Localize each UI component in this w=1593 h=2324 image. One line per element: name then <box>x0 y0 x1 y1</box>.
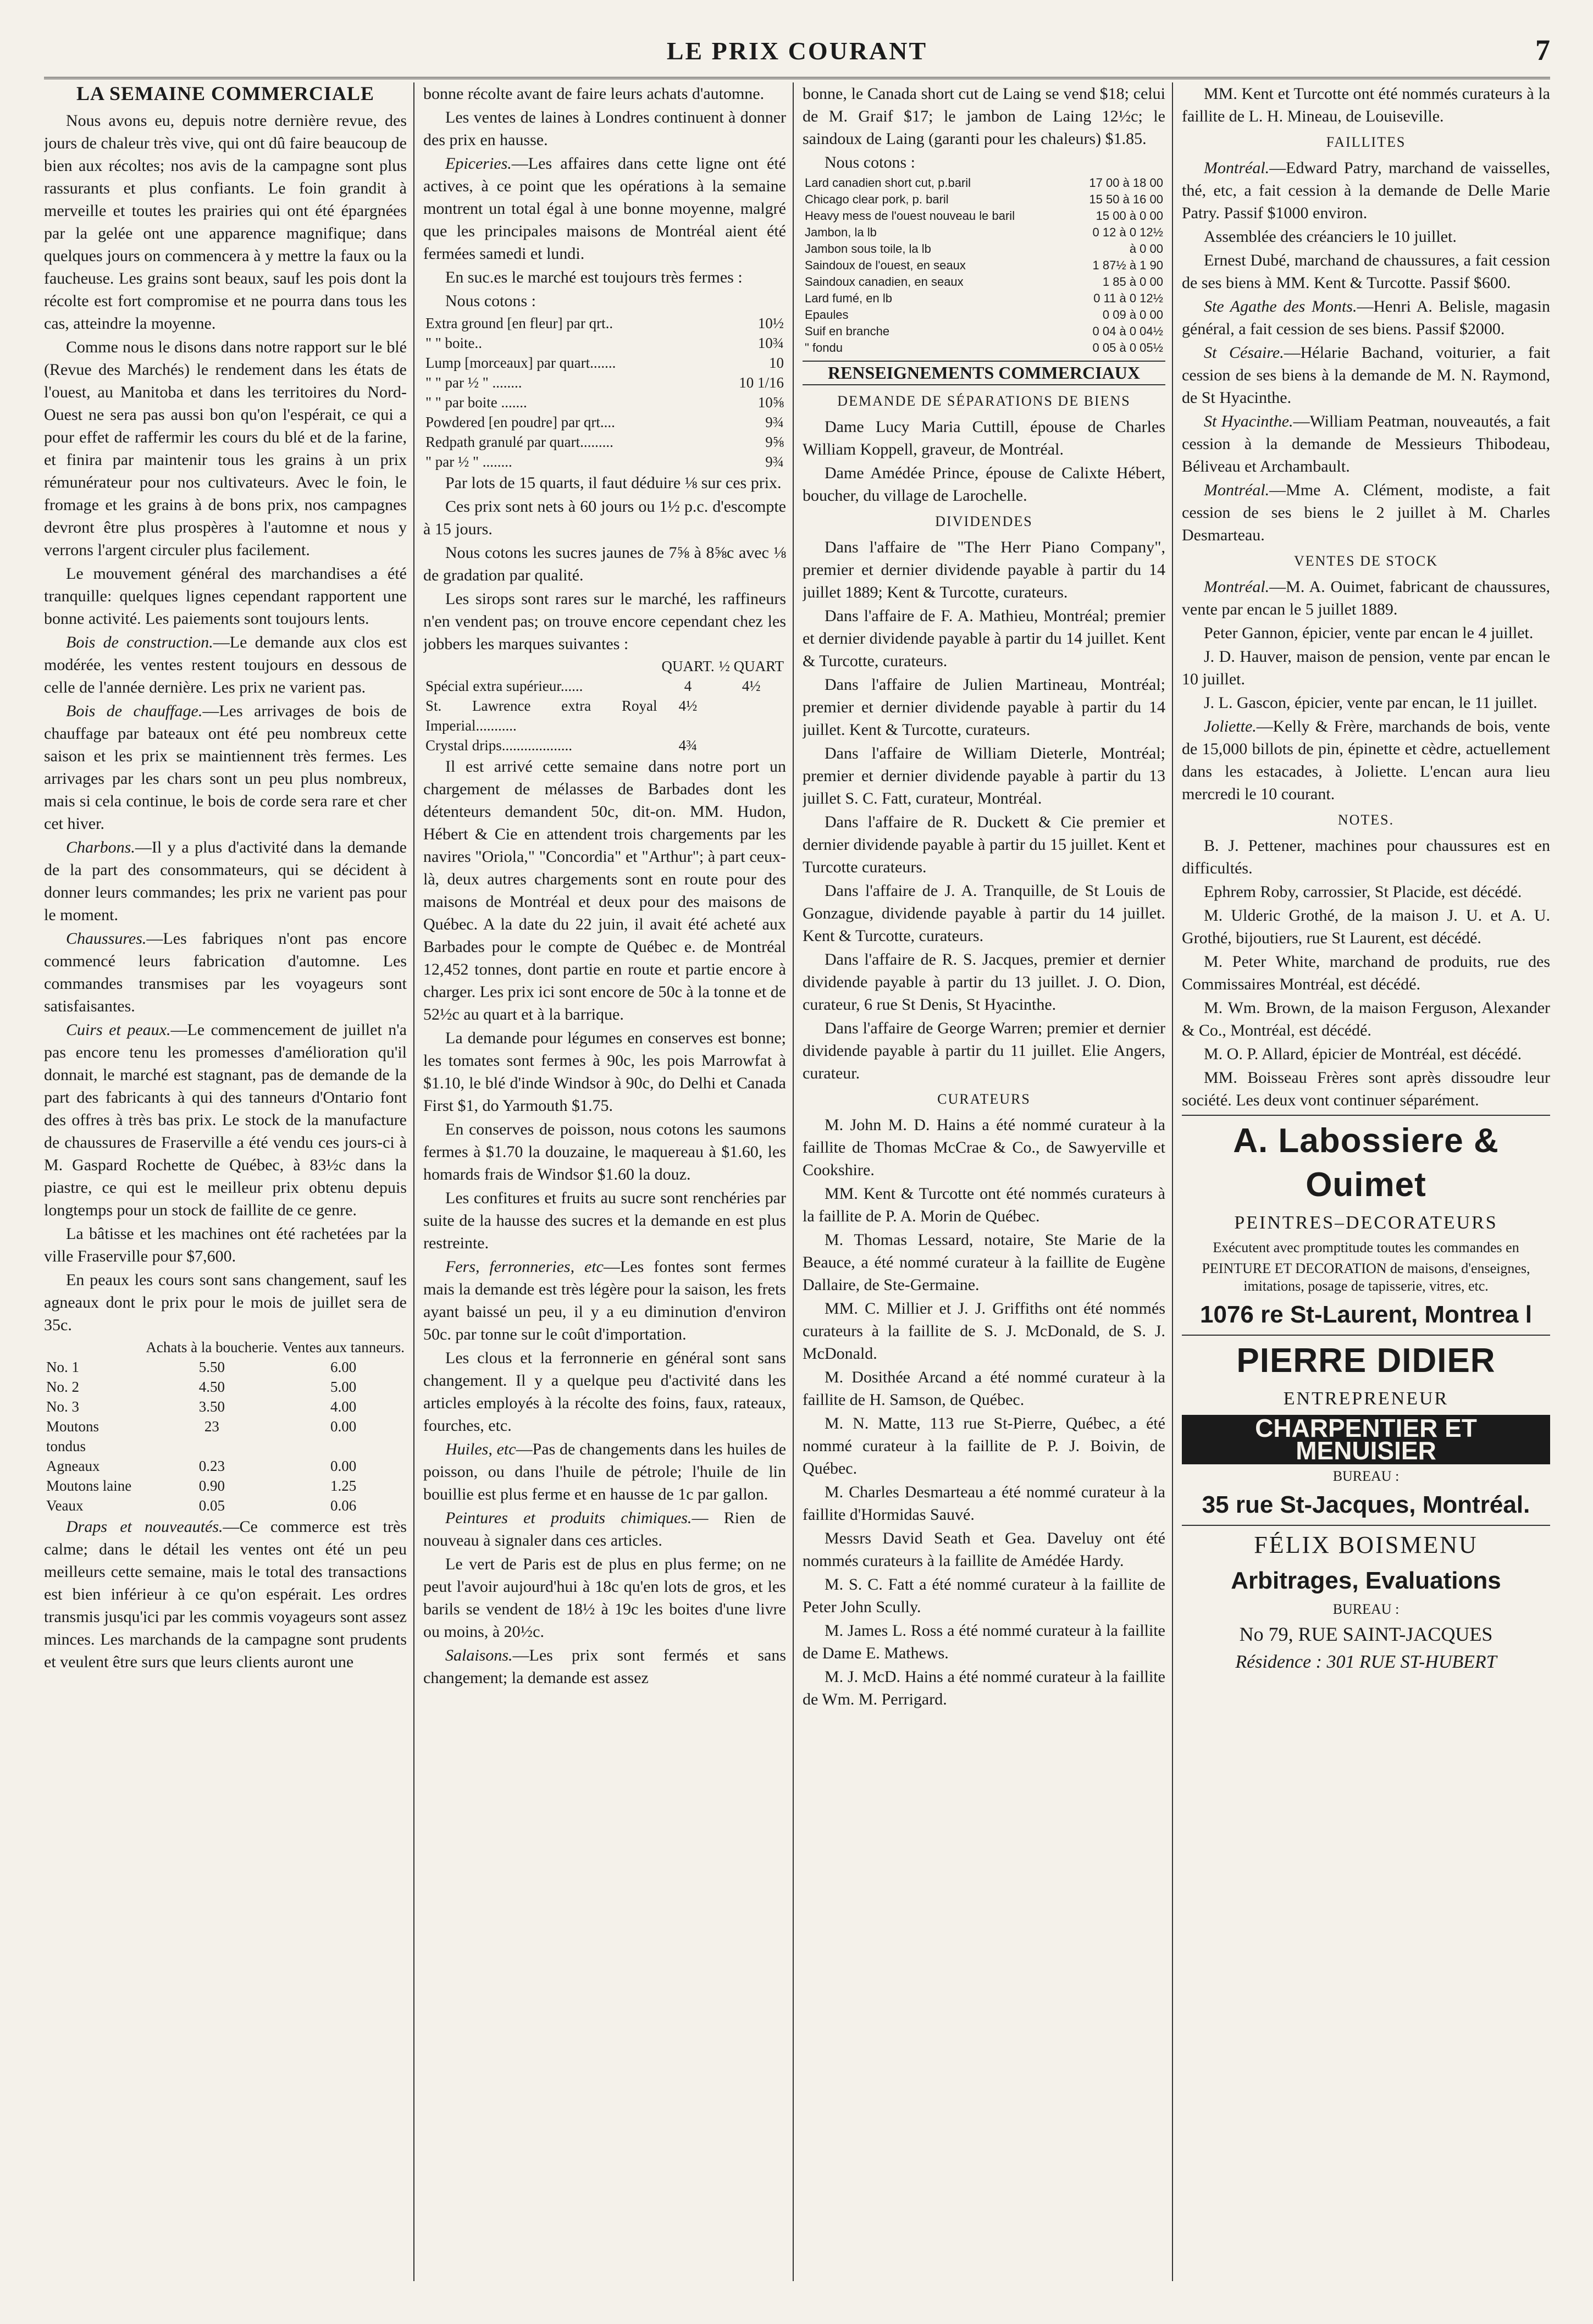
ad-didier-office-label: BUREAU : <box>1332 1468 1400 1484</box>
paragraph <box>44 700 407 835</box>
ad-labossiere-line: PEINTURE ET DECORATION de maisons, d'enseignes, imitations, posage de tapisserie, vitres, etc. <box>1202 1260 1530 1294</box>
paragraph <box>423 1255 786 1346</box>
ad-didier-address: 35 rue St-Jacques, Montréal. <box>1202 1491 1530 1518</box>
paragraph-text: —Le commencement de juillet n'a pas encore tenu les promesses d'amélioration qu'il donnait, le marché est stagnant, pas de demande de la part des fabricants à qui des tanneurs d'Ontario font des offres à très bas prix. Le stock de la manufacture de chaussures de Fraserville a été vendu ces jours-ci à M. Gaspard Rochette de Québec, à 83½c dans la piastre, ce qui est le meilleur prix obtenu depuis longtemps pour un stock de faillite de ce genre. <box>44 1021 407 1219</box>
hides-price-table <box>44 1337 407 1515</box>
table-row <box>423 412 786 432</box>
item-name: St. Lawrence extra Royal Imperial........... <box>425 698 657 734</box>
notice <box>1182 576 1550 621</box>
paragraph-text: —Les arrivages de bois de chauffage par bateaux ont été peu nombreux cette saison et les prix se maintiennent très fermes. Les arrivages par les chars sont un peu plus nombreux, mais si cela continue, le bois de corde sera rare et cher cet hiver. <box>44 702 407 833</box>
notice-text: —Edward Patry, marchand de vaisselles, thé, etc, a fait cession à la demande de Delle Marie Patry. Passif $1000 environ. <box>1182 159 1550 222</box>
price-cell: 4.00 <box>330 1398 357 1415</box>
place-label: St Césaire. <box>1204 344 1284 362</box>
table-row <box>423 333 786 353</box>
notice-text: —Mme A. Clément, modiste, a fait cession de ses biens le 2 juillet à M. Charles Desmarteau. <box>1182 481 1550 544</box>
paragraph-text: —Il y a plus d'activité dans la demande de la part des consommateurs, qui se décident à donner leurs commandes; les prix ne varient pas pour le moment. <box>44 838 407 924</box>
paragraph <box>423 1507 786 1552</box>
paragraph: Les confitures et fruits au sucre sont renchéries par suite de la hausse des sucres et la demande en est plus restreinte. <box>423 1189 786 1252</box>
table-row <box>44 1496 407 1515</box>
price-cell: 10¾ <box>757 335 784 351</box>
table-row <box>803 224 1165 241</box>
notice: M. John M. D. Hains a été nommé curateur à la faillite de Thomas McCrae & Co., de Sawyerville et Cookshire. <box>803 1116 1165 1179</box>
price-cell: 3.50 <box>198 1398 225 1415</box>
paragraph: Par lots de 15 quarts, il faut déduire ⅛ sur ces prix. <box>445 474 782 492</box>
table-row <box>803 290 1165 307</box>
column-header: QUART. <box>661 658 715 674</box>
paragraph-label: Chaussures. <box>66 929 147 948</box>
paragraph: Nous cotons les sucres jaunes de 7⅝ à 8⅝c avec ⅛ de gradation par qualité. <box>423 544 786 584</box>
notice-text: —Henri A. Belisle, magasin général, a fait cession de ses biens. Passif $2000. <box>1182 297 1550 338</box>
ad-labossiere-address: 1076 re St-Laurent, Montrea l <box>1200 1301 1532 1328</box>
ad-divider <box>1182 1525 1550 1526</box>
ad-didier-role: ENTREPRENEUR <box>1283 1388 1449 1409</box>
item-name: Moutons tondus <box>46 1418 99 1454</box>
item-name: Spécial extra supérieur...... <box>425 678 583 694</box>
item-name: Lard fumé, en lb <box>805 291 892 305</box>
notice <box>1182 157 1550 224</box>
provisions-price-table <box>803 175 1165 356</box>
notice: M. Peter White, marchand de produits, rue des Commissaires Montréal, est décédé. <box>1182 953 1550 993</box>
ad-didier-trade: CHARPENTIER ET MENUISIER <box>1182 1415 1550 1464</box>
notice: J. L. Gascon, épicier, vente par encan, le 11 juillet. <box>1204 694 1537 712</box>
paragraph: Les clous et la ferronnerie en général sont sans changement. Il y a quelque peu d'activité dans les articles employés à la récolte des foins, faux, rateaux, fourches, etc. <box>423 1349 786 1435</box>
notice: MM. Kent et Turcotte ont été nommés curateurs à la faillite de L. H. Mineau, de Louiseville. <box>1182 85 1550 125</box>
paragraph-label: Charbons. <box>66 838 135 856</box>
paragraph-text: —Le demande aux clos est modérée, les ventes restent toujours en dessous de celle de l'année dernière. Les prix ne varient pas. <box>44 633 407 696</box>
subsection-heading: DIVIDENDES <box>935 513 1033 529</box>
paragraph: En peaux les cours sont sans changement, sauf les agneaux dont le prix pour le mois de juillet sera de 35c. <box>44 1271 407 1334</box>
item-name: Moutons laine <box>46 1478 132 1494</box>
table-row <box>44 1357 407 1377</box>
notice: Dans l'affaire de J. A. Tranquille, de St Louis de Gonzague, dividende payable à partir du 14 juillet. Kent & Turcotte, curateurs. <box>803 882 1165 945</box>
newspaper-title: LE PRIX COURANT <box>666 37 928 65</box>
place-label: St Hyacinthe. <box>1204 412 1293 430</box>
item-name: Crystal drips................... <box>425 737 572 754</box>
notice <box>1182 479 1550 546</box>
table-row <box>803 175 1165 191</box>
notice: Dans l'affaire de R. S. Jacques, premier et dernier dividende payable à partir du 13 juillet. J. O. Dion, curateur, 6 rue St Denis, St Hyacinthe. <box>803 950 1165 1014</box>
paragraph <box>44 631 407 699</box>
subsection-heading: FAILLITES <box>1326 134 1406 150</box>
price-cell: 4½ <box>742 678 761 694</box>
item-name: " " par ½ " ........ <box>425 374 522 391</box>
notice: Dans l'affaire de R. Duckett & Cie premier et dernier dividende payable à partir du 15 juillet. Kent et Turcotte curateurs. <box>803 813 1165 876</box>
item-name: " " par boite ....... <box>425 394 527 411</box>
price-cell: 10½ <box>757 315 784 331</box>
item-name: Lump [morceaux] par quart....... <box>425 355 616 371</box>
price-cell: 15 50 à 16 00 <box>1089 192 1163 206</box>
item-name: Lard canadien short cut, p.baril <box>805 176 971 190</box>
section-heading: RENSEIGNEMENTS COMMERCIAUX <box>803 361 1165 385</box>
table-row <box>44 1416 407 1456</box>
item-name: No. 3 <box>46 1398 79 1415</box>
notice: M. O. P. Allard, épicier de Montréal, est décédé. <box>1204 1045 1522 1063</box>
notice: Ephrem Roby, carrossier, St Placide, est décédé. <box>1204 883 1522 901</box>
paragraph: Le vert de Paris est de plus en plus ferme; on ne peut l'avoir aujourd'hui à 18c qu'en lots de gros, et les barils se vendent de 18½ à 19c les boites d'une livre ou moins, à 20½c. <box>423 1555 786 1641</box>
item-name: Suif en branche <box>805 324 890 338</box>
price-cell: 0 04 à 0 04½ <box>1092 324 1163 338</box>
item-name: Jambon, la lb <box>805 225 877 239</box>
price-cell: 9¾ <box>765 453 784 470</box>
paragraph-text: —Ce commerce est très calme; dans le détail les ventes ont été un peu meilleurs cette semaine, mais le total des transactions est bien inférieur à ce qu'on espérait. Les ordres transmis jusqu'ici par les commis voyageurs sont assez minces. Les marchands de la campagne sont prudents et veulent être surs que leurs clients auront une <box>44 1518 407 1671</box>
column-header: ½ QUART <box>718 658 784 674</box>
price-cell: 10 <box>769 355 784 371</box>
paragraph <box>44 1515 407 1673</box>
column-3 <box>803 82 1165 2287</box>
price-cell: 5.00 <box>330 1379 357 1395</box>
price-cell: 0 09 à 0 00 <box>1102 308 1163 322</box>
price-cell: 4¾ <box>678 737 698 754</box>
item-name: Powdered [en poudre] par qrt.... <box>425 414 615 430</box>
price-cell: 0 05 à 0 05½ <box>1092 341 1163 355</box>
header-rule <box>44 77 1550 79</box>
notice <box>1182 410 1550 478</box>
ad-boismenu-address: No 79, RUE SAINT-JACQUES <box>1239 1623 1493 1645</box>
price-cell: 0.90 <box>198 1478 225 1494</box>
place-label: Montréal. <box>1204 481 1270 499</box>
paragraph: Ces prix sont nets à 60 jours ou 1½ p.c. d'escompte à 15 jours. <box>423 497 786 538</box>
item-name: No. 1 <box>46 1359 79 1375</box>
notice: MM. Kent & Turcotte ont été nommés curateurs à la faillite de P. A. Morin de Québec. <box>803 1185 1165 1225</box>
item-name: Saindoux canadien, en seaux <box>805 275 964 289</box>
notice: Assemblée des créanciers le 10 juillet. <box>1204 228 1457 246</box>
price-cell: 0 12 à 0 12½ <box>1092 225 1163 239</box>
notice: Ernest Dubé, marchand de chaussures, a fait cession de ses biens à MM. Kent & Turcotte. Passif $600. <box>1182 251 1550 292</box>
table-row <box>423 313 786 333</box>
column-divider <box>413 82 414 2281</box>
price-cell: 1 87½ à 1 90 <box>1092 258 1163 272</box>
price-cell: 23 <box>204 1418 219 1435</box>
ad-labossiere-line: Exécutent avec promptitude toutes les commandes en <box>1213 1240 1519 1255</box>
subsection-heading: DEMANDE DE SÉPARATIONS DE BIENS <box>837 393 1131 409</box>
item-name: " " boite.. <box>425 335 483 351</box>
item-name: Jambon sous toile, la lb <box>805 242 931 256</box>
notice: Dans l'affaire de F. A. Mathieu, Montréal; premier et dernier dividende payable à partir du 14 juillet. Kent & Turcotte, curateurs. <box>803 607 1165 670</box>
sugar-price-table <box>423 313 786 472</box>
page-number: 7 <box>1535 34 1550 67</box>
paragraph: En suc.es le marché est toujours très fermes : <box>445 268 743 286</box>
page-header <box>44 33 1550 77</box>
table-row <box>803 257 1165 274</box>
section-heading: LA SEMAINE COMMERCIALE <box>76 82 375 104</box>
paragraph: bonne récolte avant de faire leurs achats d'automne. <box>423 85 765 103</box>
ad-labossiere-name: A. Labossiere & Ouimet <box>1233 1122 1499 1204</box>
price-cell: 0.05 <box>198 1497 225 1514</box>
notice-text: —M. A. Ouimet, fabricant de chaussures, vente par encan le 5 juillet 1889. <box>1182 578 1550 618</box>
table-row <box>423 676 786 696</box>
item-name: Heavy mess de l'ouest nouveau le baril <box>805 209 1015 223</box>
notice: M. Wm. Brown, de la maison Ferguson, Alexander & Co., Montréal, est décédé. <box>1182 999 1550 1039</box>
table-row <box>44 1397 407 1416</box>
price-cell: 4.50 <box>198 1379 225 1395</box>
table-row <box>423 432 786 452</box>
column-2 <box>423 82 786 2287</box>
subsection-heading: CURATEURS <box>937 1091 1031 1107</box>
notice: Dans l'affaire de "The Herr Piano Company", premier et dernier dividende payable à partir du 14 juillet 1889; Kent & Turcotte, curateurs. <box>803 538 1165 601</box>
price-cell: 10⅝ <box>757 394 784 411</box>
paragraph-label: Bois de chauffage. <box>66 702 203 720</box>
ad-boismenu-name: FÉLIX BOISMENU <box>1254 1531 1478 1558</box>
table-row <box>803 208 1165 224</box>
paragraph <box>44 927 407 1017</box>
paragraph-label: Peintures et produits chimiques. <box>445 1509 692 1527</box>
table-row <box>44 1377 407 1397</box>
notice: MM. Boisseau Frères sont après dissoudre leur société. Les deux vont continuer séparément. <box>1182 1069 1550 1109</box>
paragraph <box>44 1019 407 1221</box>
paragraph: Il est arrivé cette semaine dans notre port un chargement de mélasses de Barbades dont les détenteurs demandent 50c, dit-on. MM. Hudon, Hébert & Cie en attendent trois chargements par les navires "Oriola," "Concordia" et "Arthur"; à part ceux-là, deux autres chargements sont en route pour des maisons de Montréal et deux pour des maisons de Québec. A la date du 22 juin, il avait été acheté aux Barbades pour le compte de Québec e. de Montréal 12,452 tonnes, dont partie en route et partie encore à charger. Les prix ici sont encore de 50c à la tonne et de 52½c au quart et à la barrique. <box>423 757 786 1023</box>
item-name: No. 2 <box>46 1379 79 1395</box>
table-row <box>803 241 1165 257</box>
paragraph: Les ventes de laines à Londres continuent à donner des prix en hausse. <box>423 108 786 149</box>
item-name: Extra ground [en fleur] par qrt.. <box>425 315 613 331</box>
table-header-row <box>44 1337 407 1357</box>
subsection-heading: NOTES. <box>1337 812 1395 828</box>
price-cell: 17 00 à 18 00 <box>1089 176 1163 190</box>
notice: M. Dosithée Arcand a été nommé curateur à la faillite de H. Samson, de Québec. <box>803 1368 1165 1409</box>
item-name: Saindoux de l'ouest, en seaux <box>805 258 966 272</box>
paragraph: La bâtisse et les machines ont été rachetées par la ville Fraserville pour $7,600. <box>44 1225 407 1265</box>
item-name: Chicago clear pork, p. baril <box>805 192 949 206</box>
column-1 <box>44 82 407 2287</box>
syrup-price-table <box>423 656 786 755</box>
notice-text: —William Peatman, nouveautés, a fait cession à la demande de Messieurs Thibodeau, Béliveau et Archambault. <box>1182 412 1550 475</box>
price-cell: 1.25 <box>330 1478 357 1494</box>
price-cell: 0.06 <box>330 1497 357 1514</box>
paragraph-text: —Pas de changements dans les huiles de poisson, ou dans l'huile de pétrole; l'huile de lin bouillie est plus ferme et en hausse de 1c par gallon. <box>423 1440 786 1503</box>
notice: Dame Lucy Maria Cuttill, épouse de Charles William Koppell, graveur, de Montréal. <box>803 418 1165 458</box>
ad-boismenu-office-label: BUREAU : <box>1332 1601 1400 1617</box>
ad-didier-name: PIERRE DIDIER <box>1236 1342 1496 1380</box>
notice: Dame Amédée Prince, épouse de Calixte Hébert, boucher, du village de Larochelle. <box>803 464 1165 505</box>
price-cell: 15 00 à 0 00 <box>1096 209 1163 223</box>
paragraph: La demande pour légumes en conserves est bonne; les tomates sont fermes à 90c, les pois Marrowfat à $1.10, le blé d'inde Windsor à 90c, do Delhi et Canada First $1, do Yarmouth $1.75. <box>423 1029 786 1115</box>
notice: Messrs David Seath et Gea. Daveluy ont été nommés curateurs à la faillite de Amédée Hardy. <box>803 1529 1165 1570</box>
table-row <box>423 452 786 472</box>
price-cell: 9⅝ <box>765 434 784 450</box>
price-cell: 4 <box>684 678 692 694</box>
ad-divider <box>1182 1335 1550 1336</box>
price-cell: 6.00 <box>330 1359 357 1375</box>
paragraph-label: Huiles, etc <box>445 1440 516 1458</box>
paragraph <box>423 1438 786 1506</box>
item-name: Epaules <box>805 308 849 322</box>
table-row <box>423 353 786 373</box>
notice: Dans l'affaire de William Dieterle, Montréal; premier et dernier dividende payable à partir du 13 juillet S. C. Fatt, curateur, Montréal. <box>803 744 1165 807</box>
paragraph: Nous cotons : <box>825 153 915 171</box>
table-row <box>423 735 786 755</box>
table-row <box>423 392 786 412</box>
item-name: Veaux <box>46 1497 84 1514</box>
price-cell: 0.00 <box>330 1418 357 1435</box>
paragraph-text: —Les fabriques n'ont pas encore commencé leurs fabrication d'automne. Les commandes transmises par les voyageurs sont satisfaisantes. <box>44 929 407 1015</box>
notice: M. Charles Desmarteau a été nommé curateur à la faillite d'Hormidas Sauvé. <box>803 1483 1165 1524</box>
price-cell: 4½ <box>678 698 698 714</box>
table-row <box>803 323 1165 340</box>
notice: M. Ulderic Grothé, de la maison J. U. et A. U. Grothé, bijoutiers, rue St Laurent, est décédé. <box>1182 906 1550 947</box>
notice: Dans l'affaire de George Warren; premier et dernier dividende payable à partir du 11 juillet. Elie Angers, curateur. <box>803 1019 1165 1082</box>
notice: M. James L. Ross a été nommé curateur à la faillite de Dame E. Mathews. <box>803 1622 1165 1662</box>
table-row <box>803 340 1165 356</box>
paragraph-label: Cuirs et peaux. <box>66 1021 171 1039</box>
notice: J. D. Hauver, maison de pension, vente par encan le 10 juillet. <box>1182 648 1550 688</box>
notice-text: —Kelly & Frère, marchands de bois, vente de 15,000 billots de pin, épinette et cèdre, actuellement dans les estacades, à Joliette. L'encan aura lieu mercredi le 10 courant. <box>1182 717 1550 803</box>
price-cell <box>717 696 786 735</box>
price-cell: 9¾ <box>765 414 784 430</box>
item-name: " par ½ " ........ <box>425 453 512 470</box>
price-cell: 5.50 <box>198 1359 225 1375</box>
table-row <box>803 191 1165 208</box>
paragraph-text: —Les fontes sont fermes mais la demande est très légère pour la saison, les frets ayant baissé un peu, il y a eu diminution d'environ 50c. par tonne sur le coût d'importation. <box>423 1258 786 1343</box>
place-label: Montréal. <box>1204 159 1270 177</box>
column-divider <box>793 82 794 2281</box>
place-label: Ste Agathe des Monts. <box>1204 297 1357 316</box>
column-4 <box>1182 82 1550 2287</box>
column-header: Achats à la boucherie. <box>146 1339 278 1355</box>
paragraph: Le mouvement général des marchandises a été tranquille: quelques lignes cependant rapportent une bonne activité. Les paiements sont toujours lents. <box>44 565 407 628</box>
price-cell: 1 85 à 0 00 <box>1102 275 1163 289</box>
column-header: Ventes aux tanneurs. <box>282 1339 405 1355</box>
price-cell <box>717 735 786 755</box>
notice: M. N. Matte, 113 rue St-Pierre, Québec, a été nommé curateur à la faillite de P. J. Boivin, de Québec. <box>803 1414 1165 1478</box>
ad-labossiere-trade: PEINTRES–DECORATEURS <box>1234 1213 1498 1233</box>
paragraph-text: —Les prix sont fermés et sans changement; la demande est assez <box>423 1646 786 1687</box>
ad-divider <box>1182 1115 1550 1116</box>
notice-text: —Hélarie Bachand, voiturier, a fait cession de ses biens à la demande de M. N. Raymond, de St Hyacinthe. <box>1182 344 1550 407</box>
item-name: " fondu <box>805 341 843 355</box>
paragraph-text: —Les affaires dans cette ligne ont été actives, à ce point que les opérations à la semaine montrent un total égal à une bonne moyenne, malgré que les principales maisons de Montréal aient été fermées samedi et lundi. <box>423 154 786 263</box>
notice: M. J. McD. Hains a été nommé curateur à la faillite de Wm. M. Perrigard. <box>803 1668 1165 1708</box>
table-row <box>423 696 786 735</box>
notice <box>1182 715 1550 805</box>
table-header-row <box>423 656 786 676</box>
notice <box>1182 341 1550 409</box>
paragraph: Nous cotons : <box>445 292 536 310</box>
paragraph: Nous avons eu, depuis notre dernière revue, des jours de chaleur très vive, qui ont dû faire beaucoup de bien aux récoltes; nos avis de la campagne sont plus rassurants et plus confiants. Le foin grandit à merveille et toutes les prairies qui ont été épargnées par la gelée ont une apparence magnifique; dans quelques jours on commencera à y mettre la faux ou la faucheuse. Les grains sont beaux, sauf les pois dont la récolte est fort compromise et ne pourra dans tous les cas, atteindre la moyenne. <box>44 112 407 333</box>
notice: MM. C. Millier et J. J. Griffiths ont été nommés curateurs à la faillite de S. J. McDonald, de S. J. McDonald. <box>803 1299 1165 1363</box>
paragraph-label: Bois de construction. <box>66 633 213 651</box>
column-divider <box>1172 82 1173 2281</box>
paragraph <box>423 1644 786 1689</box>
place-label: Joliette. <box>1204 717 1257 735</box>
price-cell: à 0 00 <box>1129 242 1163 256</box>
paragraph: bonne, le Canada short cut de Laing se vend $18; celui de M. Graif $17; le jambon de Laing 12½c; le saindoux de Laing (garanti pour les chaleurs) $1.85. <box>803 85 1165 148</box>
table-row <box>803 307 1165 323</box>
notice: M. Thomas Lessard, notaire, Ste Marie de la Beauce, a été nommé curateur à la faillite de Eugène Dallaire, de Ste-Germaine. <box>803 1231 1165 1294</box>
item-name: Agneaux <box>46 1458 100 1474</box>
price-cell: 0 11 à 0 12½ <box>1093 291 1163 305</box>
notice <box>1182 295 1550 340</box>
price-cell: 0.23 <box>198 1458 225 1474</box>
paragraph-label: Salaisons. <box>445 1646 513 1664</box>
notice: B. J. Pettener, machines pour chaussures est en difficultés. <box>1182 837 1550 877</box>
table-row <box>44 1476 407 1496</box>
item-name: Redpath granulé par quart......... <box>425 434 613 450</box>
paragraph: En conserves de poisson, nous cotons les saumons fermes à $1.70 la douzaine, le maquereau à $1.60, les homards frais de Windsor $1.60 la douz. <box>423 1120 786 1183</box>
paragraph-text: — Rien de nouveau à signaler dans ces articles. <box>423 1509 786 1550</box>
paragraph-label: Draps et nouveautés. <box>66 1518 223 1536</box>
paragraph: Comme nous le disons dans notre rapport sur le blé (Revue des Marchés) le rendement dans les états de l'ouest, au Manitoba et dans les territoires du Nord-Ouest ne sera pas aussi bon qu'on l'espérait, ce qui a pour effet de raffermir les cours du blé et de la farine, et finira par maintenir tous les grains à un prix rémunérateur pour nos cultivateurs. Avec le foin, le fromage et les grains à de bons prix, nos campagnes devront être plus prospères à l'automne et nous y verrons l'argent circuler plus facilement. <box>44 338 407 559</box>
price-cell: 0.00 <box>330 1458 357 1474</box>
paragraph <box>423 152 786 265</box>
notice: M. S. C. Fatt a été nommé curateur à la faillite de Peter John Scully. <box>803 1575 1165 1616</box>
paragraph <box>44 836 407 926</box>
paragraph-label: Epiceries. <box>445 154 512 173</box>
paragraph-label: Fers, ferronneries, etc <box>445 1258 604 1276</box>
notice: Dans l'affaire de Julien Martineau, Montréal; premier et dernier dividende payable à partir du 14 juillet. Kent & Turcotte, curateurs. <box>803 676 1165 739</box>
subsection-heading: VENTES DE STOCK <box>1293 553 1439 569</box>
table-row <box>44 1456 407 1476</box>
table-row <box>423 373 786 392</box>
ad-boismenu-residence: Résidence : 301 RUE ST-HUBERT <box>1235 1652 1497 1672</box>
notice: Peter Gannon, épicier, vente par encan le 4 juillet. <box>1204 624 1534 642</box>
paragraph: Les sirops sont rares sur le marché, les raffineurs n'en vendent pas; on trouve encore cependant chez les jobbers les marques suivantes : <box>423 590 786 653</box>
price-cell: 10 1/16 <box>739 374 784 391</box>
place-label: Montréal. <box>1204 578 1270 596</box>
ad-boismenu-trade: Arbitrages, Evaluations <box>1231 1567 1501 1594</box>
table-row <box>803 274 1165 290</box>
